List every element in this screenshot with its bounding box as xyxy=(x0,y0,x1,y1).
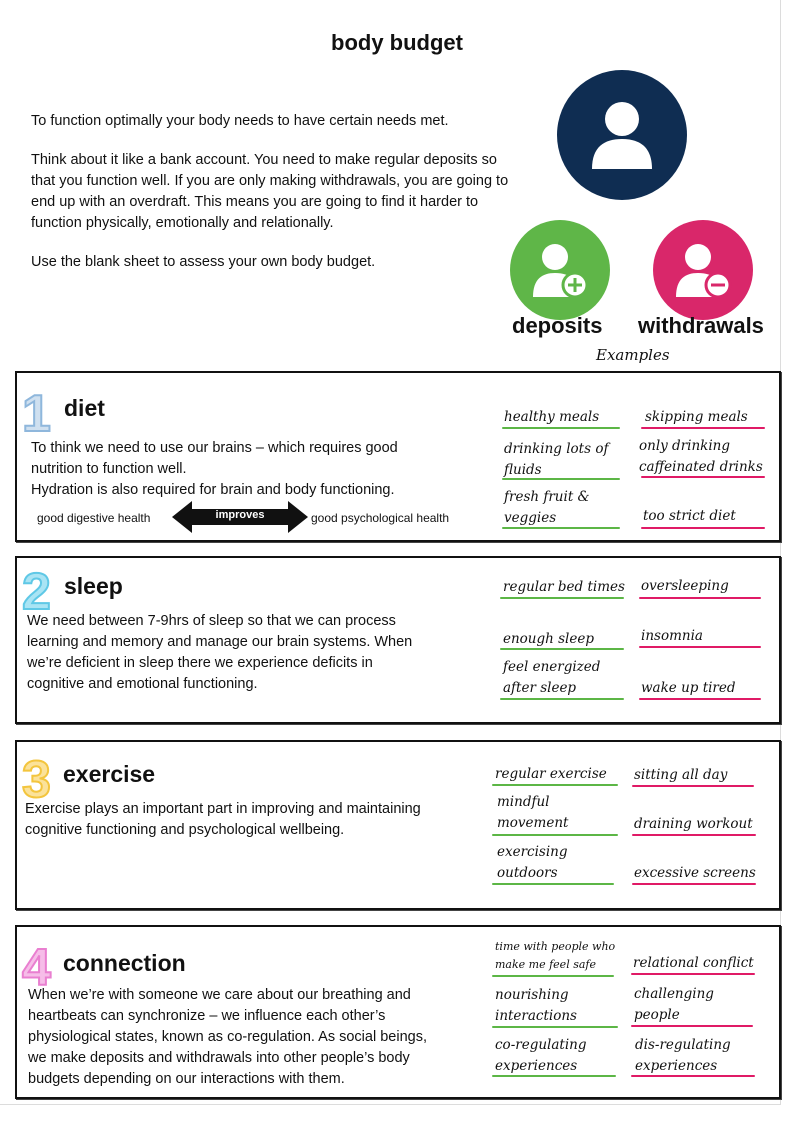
withdrawal-underline xyxy=(632,785,754,787)
deposit-underline xyxy=(502,527,620,529)
body-line: We need between 7-9hrs of sleep so that we can process xyxy=(27,613,396,629)
examples-caption: Examples xyxy=(596,346,670,364)
deposit-example: nourishing interactions xyxy=(495,987,577,1024)
arrow-left-label: good digestive health xyxy=(37,511,151,525)
body-line: physiological states, known as co-regulation. As social beings, xyxy=(28,1029,427,1045)
deposit-example: time with people who make me feel safe xyxy=(495,940,616,971)
arrow-label: improves xyxy=(215,509,265,521)
intro-paragraph-3: Use the blank sheet to assess your own body budget. xyxy=(31,254,376,270)
deposit-underline xyxy=(502,478,620,480)
withdrawal-example: excessive screens xyxy=(634,865,756,881)
section-title: sleep xyxy=(64,573,123,599)
section-title: diet xyxy=(64,395,105,421)
page-title: body budget xyxy=(331,30,463,55)
withdrawal-underline xyxy=(631,973,755,975)
withdrawal-underline xyxy=(641,527,765,529)
withdrawal-example: skipping meals xyxy=(645,409,748,425)
withdrawals-caption: withdrawals xyxy=(638,313,764,338)
deposit-example: regular bed times xyxy=(503,579,625,595)
section-number: 2 xyxy=(22,563,51,621)
section-number: 4 xyxy=(22,939,51,997)
deposit-example: enough sleep xyxy=(503,631,594,647)
intro-paragraph-1: To function optimally your body needs to have certain needs met. xyxy=(31,113,449,129)
section-number: 3 xyxy=(22,751,51,809)
withdrawal-underline xyxy=(639,597,761,599)
section-body xyxy=(25,799,490,841)
deposit-underline xyxy=(492,1026,618,1028)
intro-text xyxy=(31,111,511,291)
body-line: budgets depending on our interactions with them. xyxy=(28,1071,345,1087)
body-line: heartbeats can synchronize – we influence each other’s xyxy=(28,1008,386,1024)
deposit-underline xyxy=(492,784,618,786)
withdrawal-example: sitting all day xyxy=(634,767,728,783)
body-line: nutrition to function well. xyxy=(31,461,187,477)
body-line: we’re deficient in sleep there we experience deficits in xyxy=(27,655,373,671)
deposits-caption: deposits xyxy=(512,313,603,338)
deposit-underline xyxy=(502,427,620,429)
deposit-example: fresh fruit & veggies xyxy=(504,489,590,526)
body-line: learning and memory and manage our brain systems. When xyxy=(27,634,413,650)
deposit-example: exercising outdoors xyxy=(497,844,568,881)
withdrawal-example: insomnia xyxy=(641,628,703,644)
withdrawal-example: challenging people xyxy=(634,986,714,1023)
section-body xyxy=(28,985,490,1090)
body-line: we make deposits and withdrawals into other people’s body xyxy=(28,1050,410,1066)
section-number: 1 xyxy=(22,385,51,443)
withdrawal-underline xyxy=(641,476,765,478)
user-plus-icon xyxy=(510,220,610,320)
intro-paragraph-2: Think about it like a bank account. You need to make regular deposits so that you function well. If you are only making withdrawals, you are going to end up with an overdraft. This means you are going to find it harder to function physically, emotionally and relationally. xyxy=(31,152,509,231)
withdrawal-underline xyxy=(641,427,765,429)
deposit-underline xyxy=(492,975,614,977)
deposit-example: feel energized after sleep xyxy=(503,659,601,696)
body-line: When we’re with someone we care about our breathing and xyxy=(28,987,411,1003)
deposit-underline xyxy=(500,648,624,650)
withdrawal-example: oversleeping xyxy=(641,578,729,594)
body-line: cognitive functioning and psychological wellbeing. xyxy=(25,822,345,838)
section-body xyxy=(27,611,492,695)
withdrawal-underline xyxy=(632,883,756,885)
withdrawal-example: only drinking caffeinated drinks xyxy=(639,438,763,475)
body-line: cognitive and emotional functioning. xyxy=(27,676,258,692)
deposit-example: co-regulating experiences xyxy=(495,1037,587,1074)
withdrawal-underline xyxy=(639,698,761,700)
body-line: Hydration is also required for brain and body functioning. xyxy=(31,482,395,498)
section-body xyxy=(31,438,491,501)
deposit-example: regular exercise xyxy=(495,766,607,782)
withdrawal-underline xyxy=(632,834,756,836)
withdrawal-underline xyxy=(631,1075,755,1077)
body-line: Exercise plays an important part in improving and maintaining xyxy=(25,801,421,817)
withdrawal-example: too strict diet xyxy=(643,508,736,524)
deposit-underline xyxy=(492,834,618,836)
deposit-underline xyxy=(500,698,624,700)
deposit-example: mindful movement xyxy=(497,794,569,831)
withdrawal-example: wake up tired xyxy=(641,680,736,696)
deposit-underline xyxy=(500,597,624,599)
deposit-underline xyxy=(492,1075,616,1077)
withdrawal-example: relational conflict xyxy=(633,955,754,971)
body-line: To think we need to use our brains – which requires good xyxy=(31,440,398,456)
section-title: connection xyxy=(63,950,186,976)
section-title: exercise xyxy=(63,761,156,787)
withdrawal-example: draining workout xyxy=(634,816,753,832)
deposit-example: drinking lots of fluids xyxy=(504,441,609,478)
deposit-example: healthy meals xyxy=(504,409,600,425)
deposit-underline xyxy=(492,883,614,885)
withdrawal-underline xyxy=(639,646,761,648)
arrow-right-label: good psychological health xyxy=(311,511,450,525)
user-icon xyxy=(557,70,687,200)
withdrawal-example: dis-regulating experiences xyxy=(635,1037,731,1074)
user-minus-icon xyxy=(653,220,753,320)
withdrawal-underline xyxy=(631,1025,753,1027)
